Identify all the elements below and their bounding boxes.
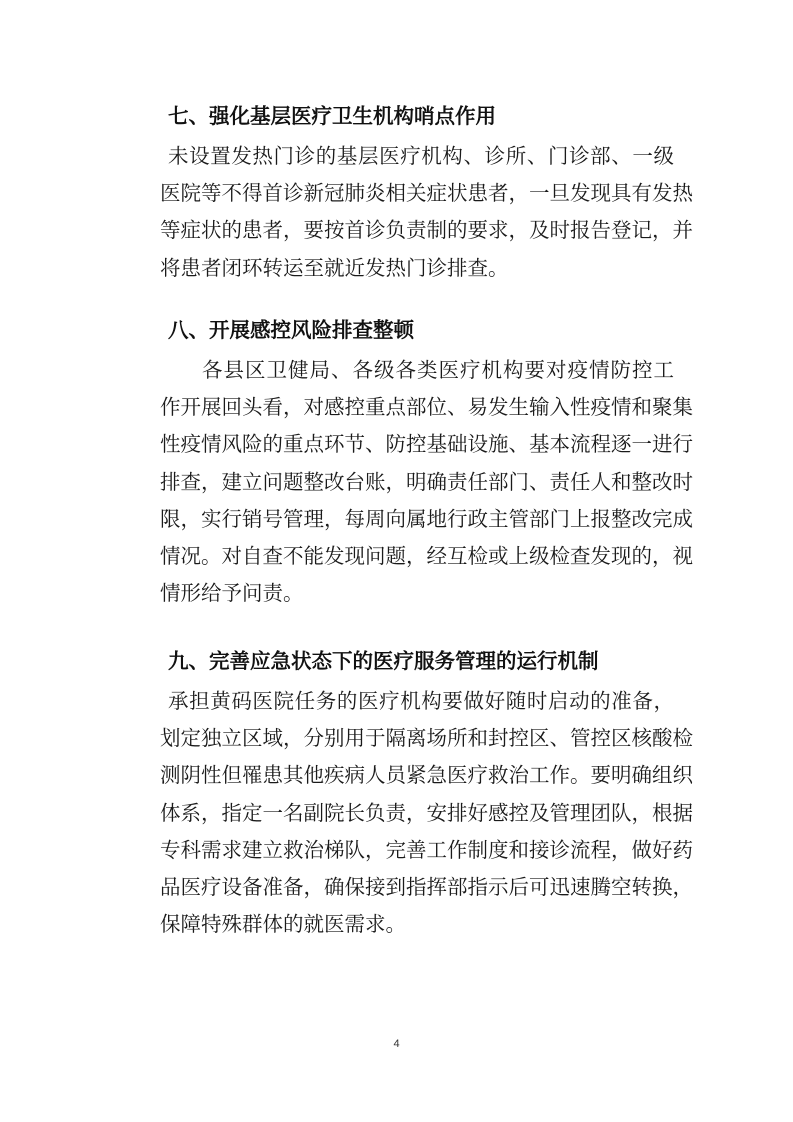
paragraph-line: 性疫情风险的重点环节、防控基础设施、基本流程逐一进行 — [160, 432, 693, 457]
section-7 — [160, 100, 693, 287]
paragraph-line: 未设置发热门诊的基层医疗机构、诊所、门诊部、一级 — [168, 144, 674, 168]
paragraph-line: 体系，指定一名副院长负责，安排好感控及管理团队，根据 — [160, 800, 693, 825]
paragraph-line: 情形给予问责。 — [160, 581, 304, 606]
section-paragraph — [160, 683, 693, 943]
paragraph-line: 医院等不得首诊新冠肺炎相关症状患者，一旦发现具有发热 — [160, 181, 693, 206]
paragraph-line: 将患者闭环转运至就近发热门诊排查。 — [160, 255, 509, 280]
section-heading: 八、开展感控风险排查整顿 — [168, 318, 414, 342]
section-paragraph — [160, 352, 693, 612]
paragraph-line: 作开展回头看，对感控重点部位、易发生输入性疫情和聚集 — [160, 395, 693, 420]
paragraph-line: 等症状的患者，要按首诊负责制的要求，及时报告登记，并 — [160, 218, 693, 243]
paragraph-line: 限，实行销号管理，每周向属地行政主管部门上报整改完成 — [160, 506, 693, 531]
paragraph-line: 保障特殊群体的就医需求。 — [160, 912, 406, 937]
paragraph-line: 专科需求建立救治梯队，完善工作制度和接诊流程，做好药 — [160, 837, 693, 862]
paragraph-line: 测阴性但罹患其他疾病人员紧急医疗救治工作。要明确组织 — [160, 763, 693, 788]
section-9 — [160, 645, 693, 943]
paragraph-line: 品医疗设备准备，确保接到指挥部指示后可迅速腾空转换， — [160, 875, 693, 900]
section-paragraph — [160, 138, 693, 287]
page-number: 4 — [393, 1038, 400, 1050]
section-heading: 七、强化基层医疗卫生机构哨点作用 — [168, 104, 496, 128]
paragraph-line: 各县区卫健局、各级各类医疗机构要对疫情防控工 — [202, 358, 674, 382]
section-heading: 九、完善应急状态下的医疗服务管理的运行机制 — [168, 649, 599, 673]
paragraph-line: 承担黄码医院任务的医疗机构要做好随时启动的准备， — [168, 689, 674, 713]
paragraph-line: 排查，建立问题整改台账，明确责任部门、责任人和整改时 — [160, 469, 693, 494]
section-8 — [160, 314, 693, 612]
paragraph-line: 划定独立区域，分别用于隔离场所和封控区、管控区核酸检 — [160, 726, 693, 751]
paragraph-line: 情况。对自查不能发现问题，经互检或上级检查发现的，视 — [160, 544, 693, 569]
